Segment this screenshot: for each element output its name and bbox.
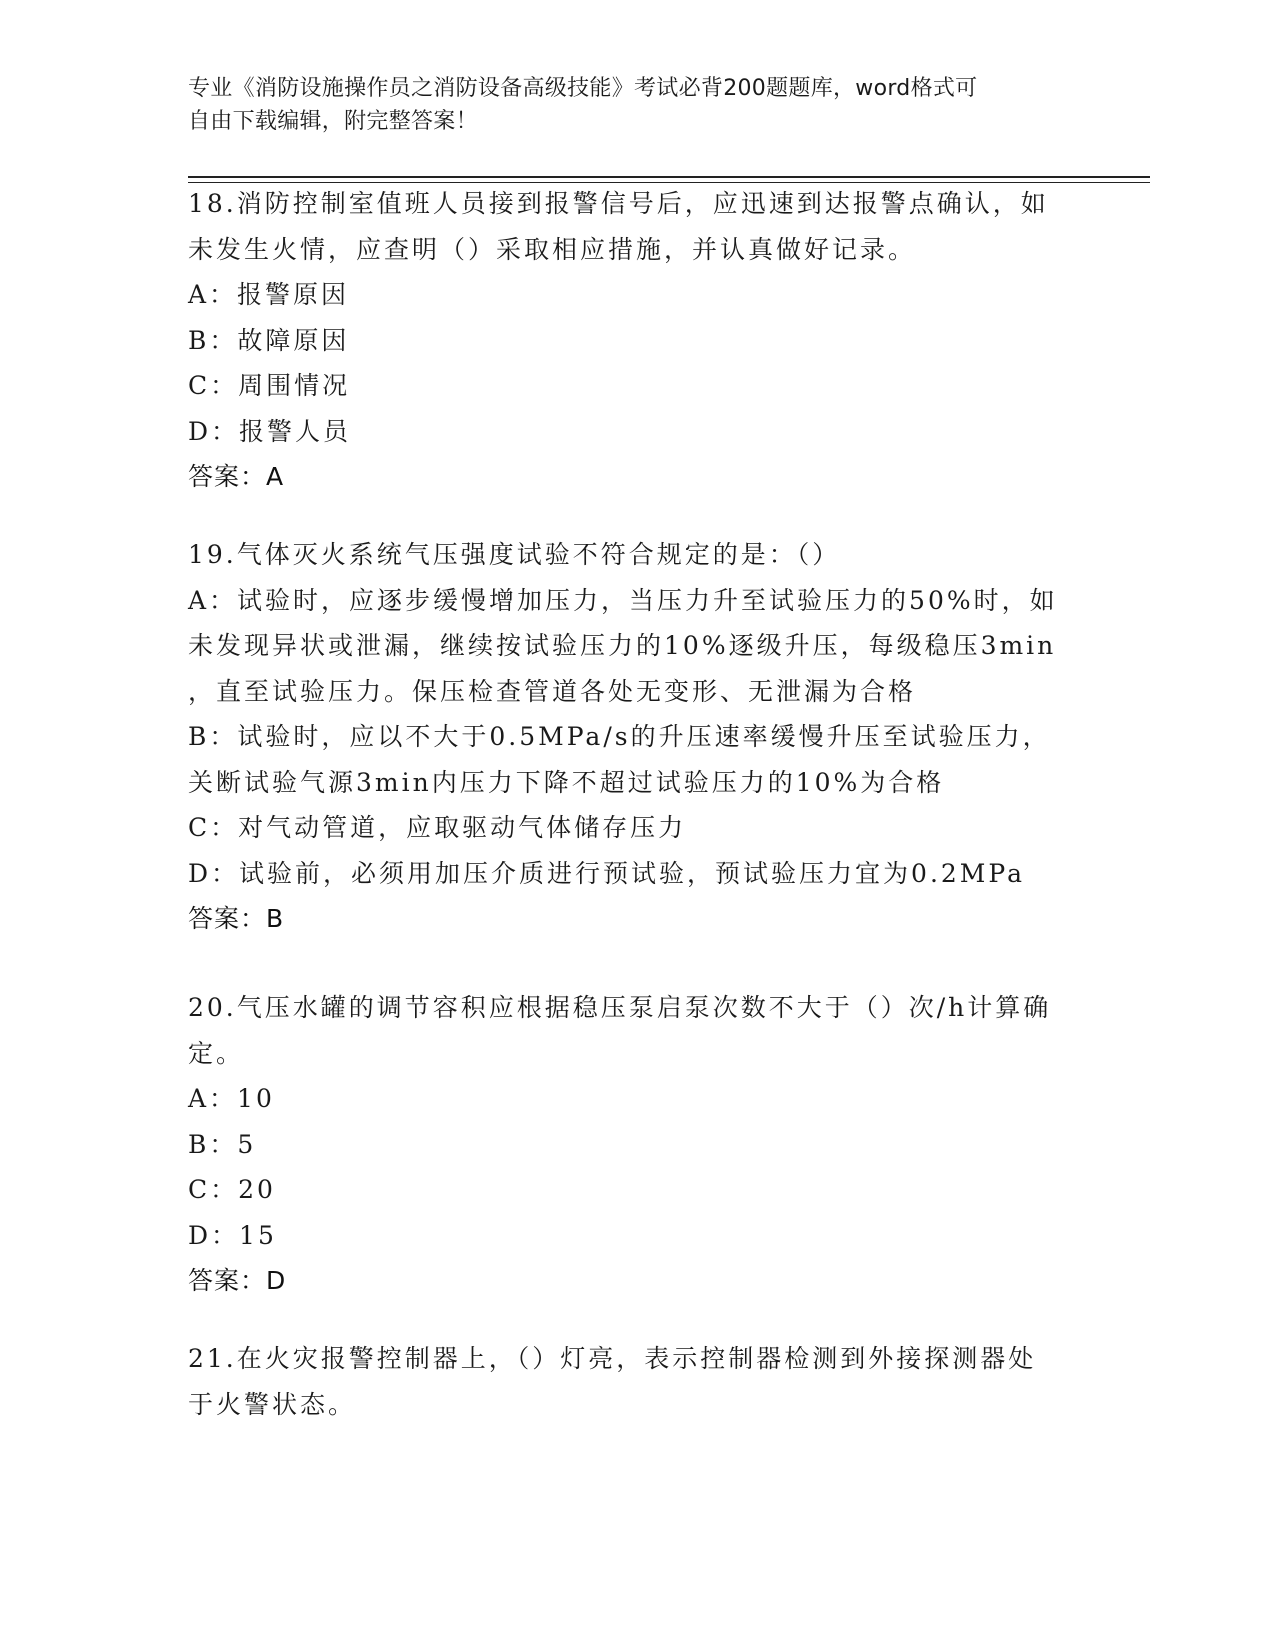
- option-b: B：5: [188, 1129, 257, 1159]
- answer-label: 答案：A: [188, 462, 285, 491]
- header-line-1: 专业《消防设施操作员之消防设备高级技能》考试必背200题题库，word格式可: [188, 76, 978, 101]
- answer-label: 答案：D: [188, 1266, 287, 1295]
- option-c: C：对气动管道，应取驱动气体储存压力: [188, 813, 687, 842]
- question-20: [188, 985, 1088, 1304]
- option-d: D：报警人员: [188, 416, 352, 446]
- question-stem-line: 定。: [188, 1038, 245, 1068]
- option-d: D：15: [188, 1220, 277, 1250]
- header-divider-thick: [188, 176, 1150, 178]
- question-stem-line: 19.气体灭火系统气压强度试验不符合规定的是：（）: [188, 540, 841, 569]
- option-b-line-1: B：试验时，应以不大于0.5MPa/s的升压速率缓慢升压至试验压力，: [188, 722, 1051, 751]
- option-c: C：周围情况: [188, 371, 351, 400]
- question-stem-line: 于火警状态。: [188, 1389, 357, 1419]
- question-stem-line: 21.在火灾报警控制器上，（）灯亮，表示控制器检测到外接探测器处: [188, 1344, 1037, 1373]
- option-d: D：试验前，必须用加压介质进行预试验，预试验压力宜为0.2MPa: [188, 858, 1026, 888]
- document-header: [188, 72, 1088, 138]
- header-line-2: 自由下载编辑，附完整答案！: [188, 109, 478, 134]
- question-19: [188, 532, 1088, 942]
- option-a-line-2: 未发现异状或泄漏，继续按试验压力的10%逐级升压，每级稳压3min: [188, 631, 1057, 660]
- question-stem-line: 20.气压水罐的调节容积应根据稳压泵启泵次数不大于（）次/h计算确: [188, 993, 1052, 1022]
- option-b-line-2: 关断试验气源3min内压力下降不超过试验压力的10%为合格: [188, 767, 945, 797]
- option-c: C：20: [188, 1175, 276, 1204]
- option-b: B：故障原因: [188, 325, 350, 355]
- question-18: [188, 181, 1088, 500]
- question-stem-line: 18.消防控制室值班人员接到报警信号后，应迅速到达报警点确认，如: [188, 189, 1049, 218]
- question-stem-line: 未发生火情，应查明（）采取相应措施，并认真做好记录。: [188, 234, 917, 264]
- option-a: A：10: [188, 1084, 275, 1113]
- question-21: [188, 1336, 1088, 1427]
- option-a: A：报警原因: [188, 280, 350, 309]
- answer-label: 答案：B: [188, 904, 285, 933]
- option-a-line-1: A：试验时，应逐步缓慢增加压力，当压力升至试验压力的50%时，如: [188, 585, 1058, 615]
- option-a-line-3: ，直至试验压力。保压检查管道各处无变形、无泄漏为合格: [188, 676, 917, 706]
